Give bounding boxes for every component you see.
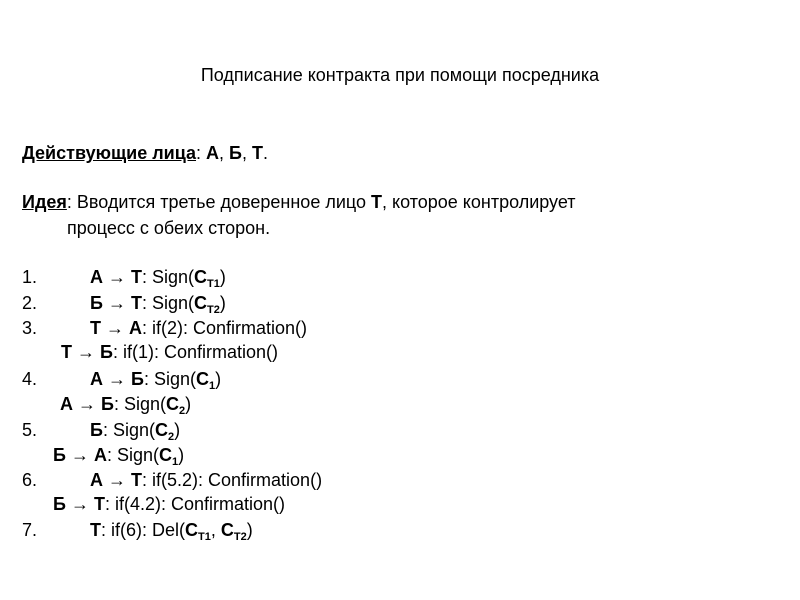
step-number-1: 1. (22, 267, 38, 287)
step-5-continuation: Б → А: $Sign(С_1)$ (53, 445, 185, 468)
step-3: Т → А: if(2): Confirmation() (90, 318, 308, 338)
slide-title: Подписание контракта при помощи посредника (200, 65, 600, 85)
step-2: Б → Т: $Sign(С_{Т2})$ (90, 293, 226, 316)
step-3-continuation: Т → Б: if(1): Confirmation() (61, 342, 278, 362)
step-6-continuation: Б → Т: if(4.2): Confirmation() (53, 494, 285, 514)
step-number-2: 2. (22, 293, 38, 313)
step-6: А → Т: if(5.2): Confirmation() (90, 470, 323, 490)
actors-label: Действующие лица (22, 143, 197, 163)
step-number-5: 5. (22, 420, 38, 440)
idea-line-1: Идея: Вводится третье доверенное лицо Т, которое контролирует (22, 192, 576, 212)
step-5: Б: $Sign(С_2)$ (90, 420, 181, 443)
step-number-3: 3. (22, 318, 38, 338)
idea-line-2: процесс с обеих сторон. (67, 218, 271, 238)
actors-line: Действующие лица: А, Б, Т. (22, 143, 269, 163)
step-1: А → Т: $Sign(С_{Т1})$ (90, 267, 226, 290)
step-number-4: 4. (22, 369, 38, 389)
step-7: Т: if(6): $Del(С_{Т1}$, $С_{Т2}$) (90, 520, 253, 543)
step-number-6: 6. (22, 470, 38, 490)
idea-label: Идея (22, 192, 67, 212)
step-4-continuation: А → Б: $Sign(С_2)$ (60, 394, 192, 417)
step-4: А → Б: $Sign(С_1)$ (90, 369, 222, 392)
step-number-7: 7. (22, 520, 38, 540)
